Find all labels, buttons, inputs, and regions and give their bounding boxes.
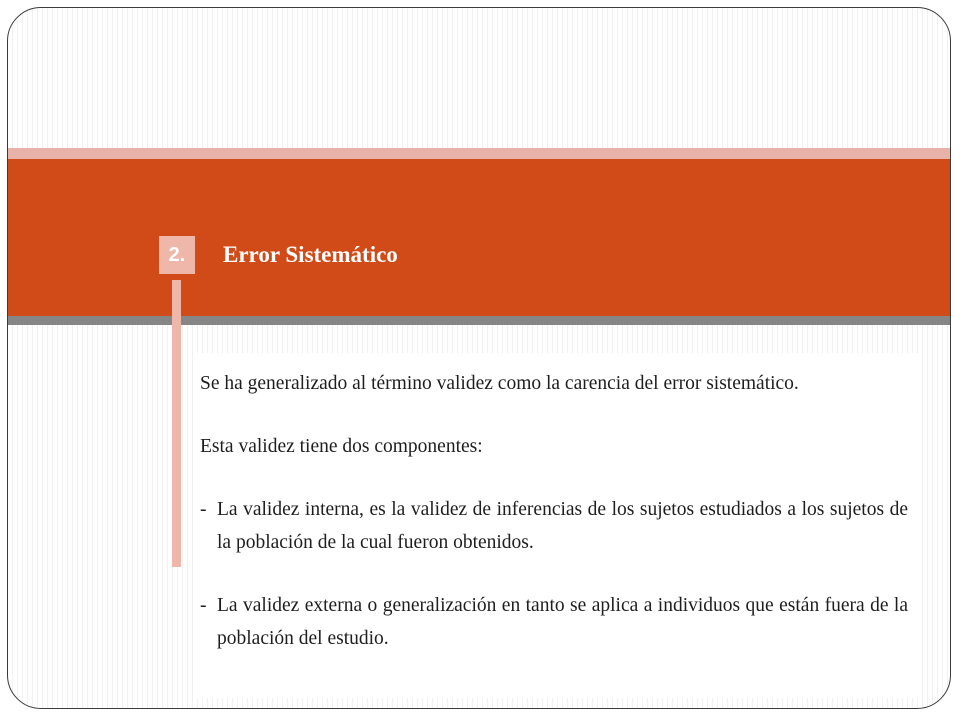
accent-vertical-line: [172, 280, 181, 567]
title-band-bottom-stripe: [8, 316, 950, 325]
paragraph-definition: Se ha generalizado al término validez como la carencia del error sistemático.: [200, 373, 799, 394]
slide-body: [200, 367, 908, 685]
slide-title: Error Sistemático: [223, 242, 398, 267]
bullet-marker: -: [200, 499, 207, 520]
bullet-external-validity: [200, 589, 908, 655]
bullet-text: La validez externa o generalización en tanto se aplica a individuos que están fuera de la población del estudio.: [217, 595, 908, 649]
title-band-top-stripe: [8, 148, 950, 159]
bullet-text: La validez interna, es la validez de inferencias de los sujetos estudiados a los sujetos de la población de la cual fueron obtenidos.: [217, 499, 908, 553]
section-number-badge: 2.: [159, 236, 195, 274]
bullet-internal-validity: [200, 493, 908, 559]
paragraph-components: Esta validez tiene dos componentes:: [200, 436, 483, 457]
bullet-marker: -: [200, 595, 207, 616]
title-band: [8, 159, 950, 316]
